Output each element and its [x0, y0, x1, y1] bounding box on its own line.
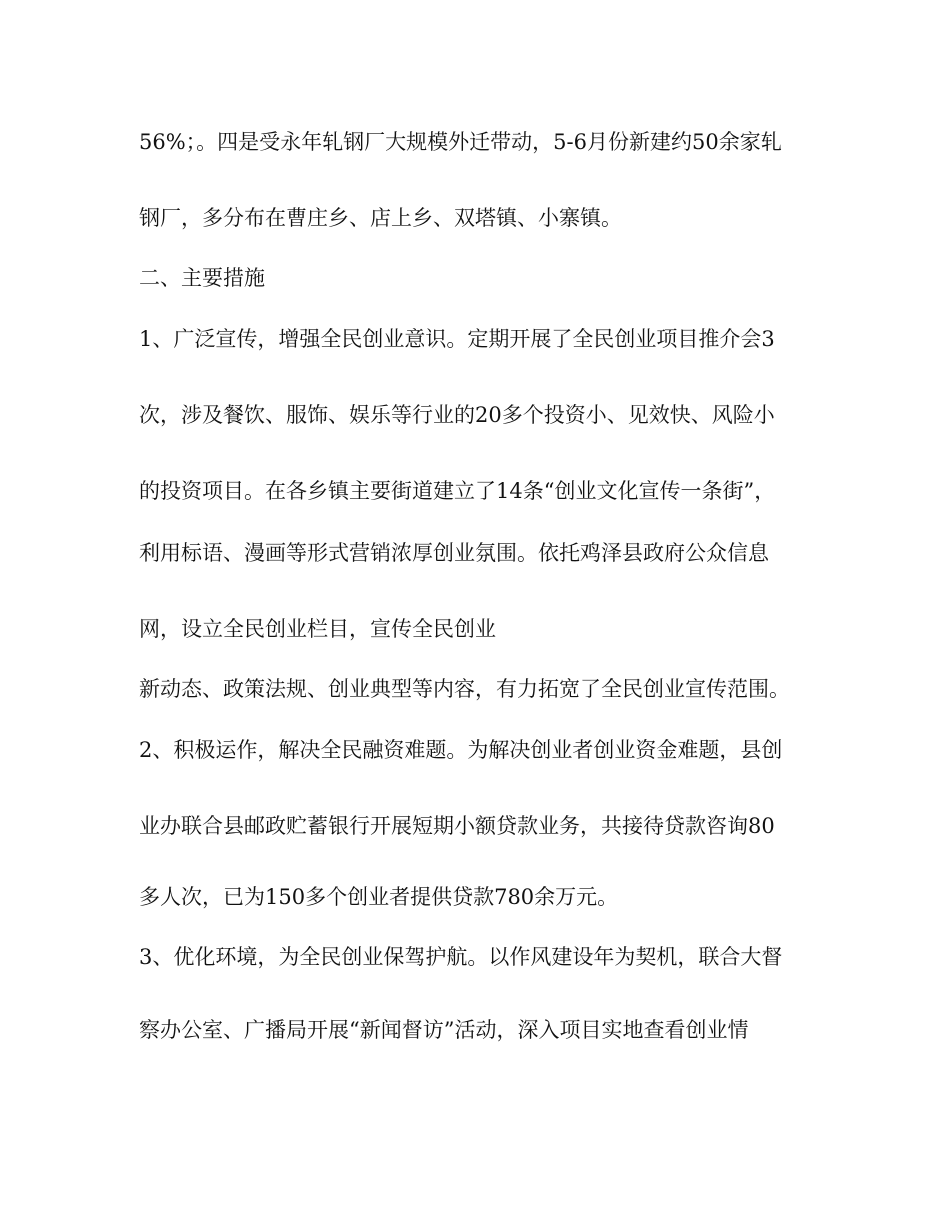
- text-line-8: 网，设立全民创业栏目，宣传全民创业: [139, 617, 496, 641]
- text-line-13: 3、优化环境，为全民创业保驾护航。以作风建设年为契机，联合大督: [139, 945, 783, 969]
- text-line-10: 2、积极运作，解决全民融资难题。为解决创业者创业资金难题，县创: [139, 738, 783, 762]
- text-line-5: 次，涉及餐饮、服饰、娱乐等行业的20多个投资小、见效快、风险小: [139, 403, 775, 427]
- text-line-12: 多人次，已为150多个创业者提供贷款780余万元。: [139, 885, 619, 909]
- section-heading: 二、主要措施: [139, 266, 265, 290]
- text-line-6: 的投资项目。在各乡镇主要街道建立了14条“创业文化宣传一条街”，: [139, 479, 776, 503]
- text-line-14: 察办公室、广播局开展“新闻督访”活动，深入项目实地查看创业情: [139, 1018, 749, 1042]
- text-line-9: 新动态、政策法规、创业典型等内容，有力拓宽了全民创业宣传范围。: [139, 677, 790, 701]
- text-line-1: 56%；。四是受永年轧钢厂大规模外迁带动，5-6月份新建约50余家轧: [139, 130, 782, 154]
- text-line-4: 1、广泛宣传，增强全民创业意识。定期开展了全民创业项目推介会3: [139, 327, 775, 351]
- text-line-7: 利用标语、漫画等形式营销浓厚创业氛围。依托鸡泽县政府公众信息: [139, 541, 769, 565]
- text-line-11: 业办联合县邮政贮蓄银行开展短期小额贷款业务，共接待贷款咨询80: [139, 814, 775, 838]
- text-line-2: 钢厂，多分布在曹庄乡、店上乡、双塔镇、小寨镇。: [139, 206, 622, 230]
